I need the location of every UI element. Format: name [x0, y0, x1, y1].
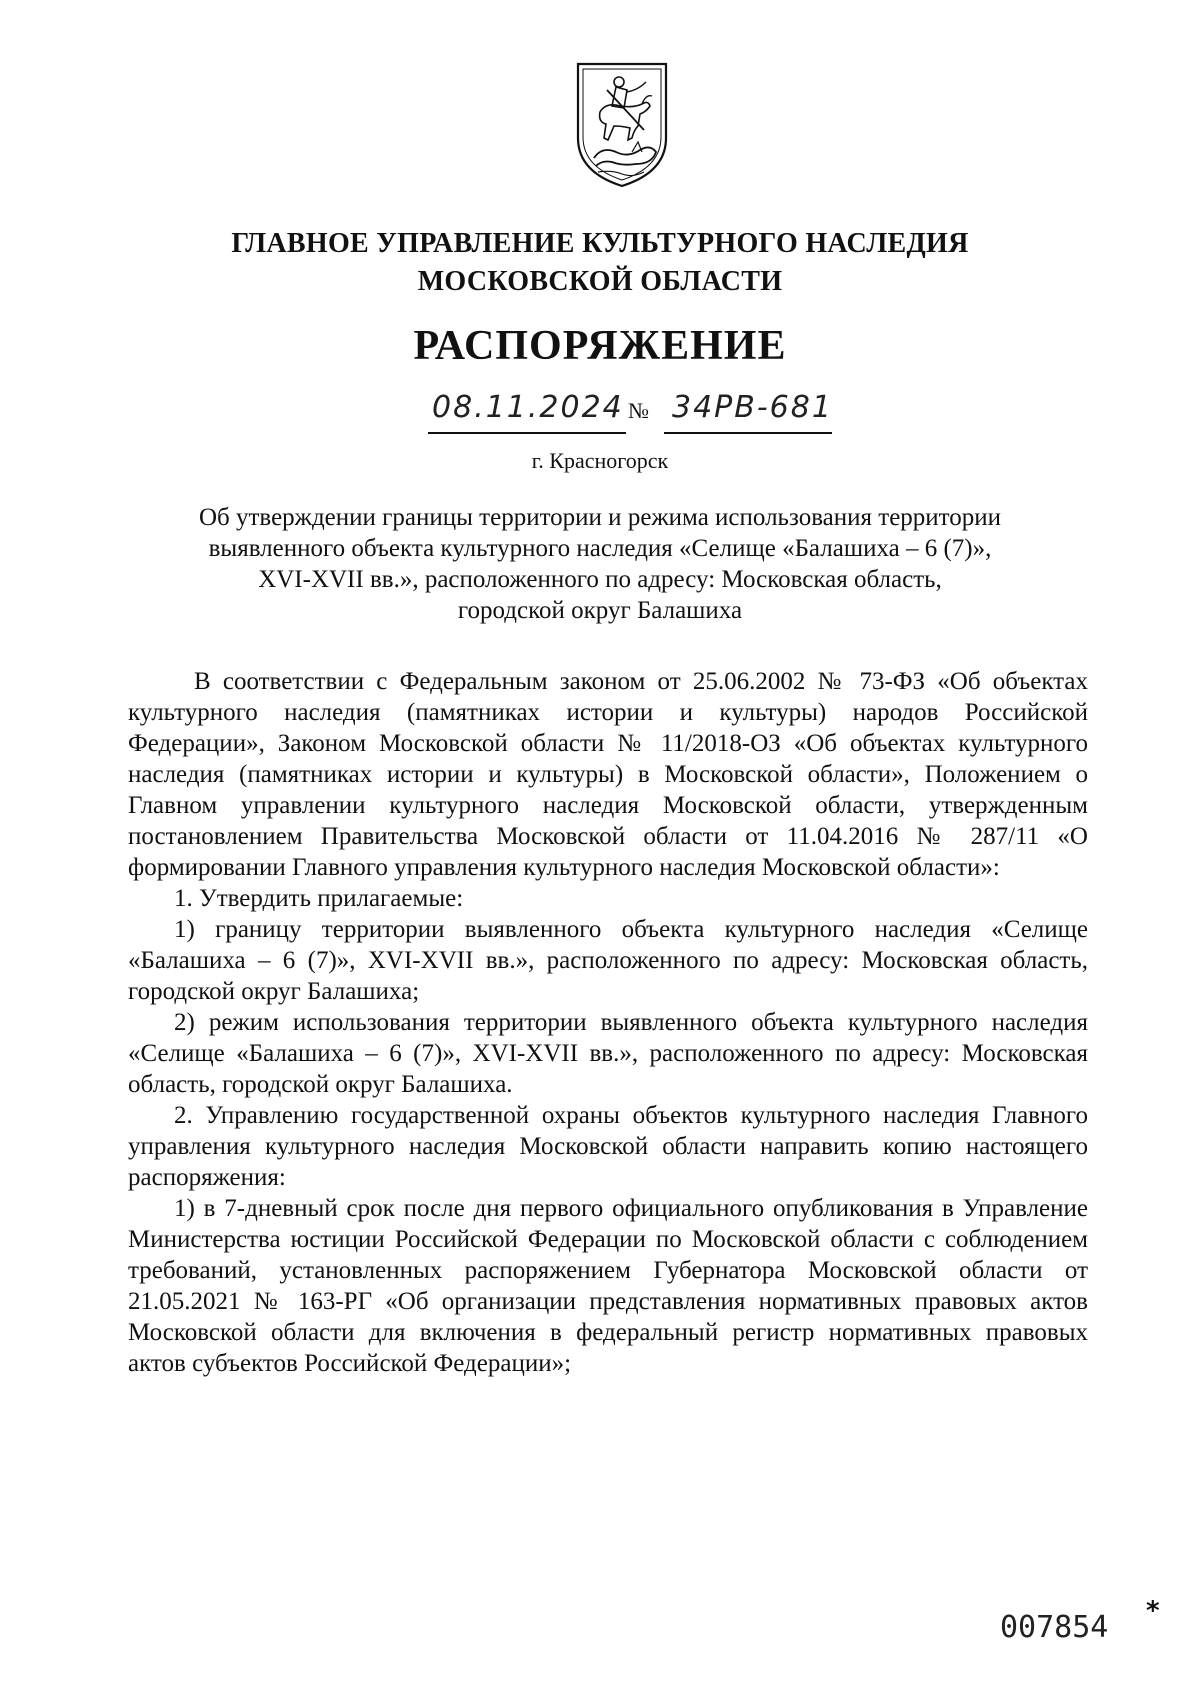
subject-line-2: выявленного объекта культурного наследия «Селище «Балашиха – 6 (7)»,: [208, 535, 992, 562]
subject-line-4: городской округ Балашиха: [457, 597, 743, 624]
clause-2: 2. Управлению государственной охраны объектов культурного наследия Главного управления культурного наследия Московской области направить копию настоящего распоряжения:: [128, 1102, 1088, 1191]
document-date: 08.11.2024: [432, 390, 624, 425]
coat-of-arms-icon: [572, 60, 672, 190]
clause-1-2: 2) режим использования территории выявленного объекта культурного наследия «Селище «Балашиха – 6 (7)», XVI-XVII вв.», расположенного по адресу: Московская область, городской округ Балашиха.: [128, 1009, 1088, 1098]
document-body: [128, 666, 1088, 1379]
document-number: 34РВ-681: [672, 390, 833, 425]
clause-2-1: 1) в 7-дневный срок после дня первого официального опубликования в Управление Министерства юстиции Российской Федерации по Московской области с соблюдением требований, установленных распоряжением Губернатора Московской области от 21.05.2021 № 163-РГ «Об организации представления нормативных правовых актов Московской области для включения в федеральный регистр нормативных правовых актов субъектов Российской Федерации»;: [128, 1195, 1088, 1377]
date-underline: [428, 432, 626, 434]
serial-mark: *: [1146, 1596, 1160, 1626]
number-label: №: [628, 398, 649, 423]
number-underline: [664, 432, 832, 434]
document-type-title: РАСПОРЯЖЕНИЕ: [413, 323, 787, 369]
document-subject: [150, 502, 1050, 626]
form-serial-number: 007854: [1000, 1610, 1109, 1645]
clause-1-1: 1) границу территории выявленного объекта культурного наследия «Селище «Балашиха – 6 (7)», XVI-XVII вв.», расположенного по адресу: Московская область, городской округ Балашиха;: [128, 916, 1088, 1005]
organization-name-line2: МОСКОВСКОЙ ОБЛАСТИ: [417, 266, 783, 297]
subject-line-3: XVI-XVII вв.», расположенного по адресу: Московская область,: [258, 566, 942, 593]
organization-name-line1: ГЛАВНОЕ УПРАВЛЕНИЕ КУЛЬТУРНОГО НАСЛЕДИЯ: [231, 228, 969, 259]
issue-city: г. Красногорск: [531, 448, 669, 473]
subject-line-1: Об утверждении границы территории и режима использования территории: [198, 504, 1002, 531]
preamble-paragraph: В соответствии с Федеральным законом от 25.06.2002 № 73-ФЗ «Об объектах культурного наследия (памятниках истории и культуры) народов Российской Федерации», Законом Московской области № 11/2018-ОЗ «Об объектах культурного наследия (памятниках истории и культуры) в Московской области», Положением о Главном управлении культурного наследия Московской области, утвержденным постановлением Правительства Московской области от 11.04.2016 № 287/11 «О формировании Главного управления культурного наследия Московской области»:: [128, 668, 1088, 881]
clause-1: 1. Утвердить прилагаемые:: [174, 885, 464, 912]
